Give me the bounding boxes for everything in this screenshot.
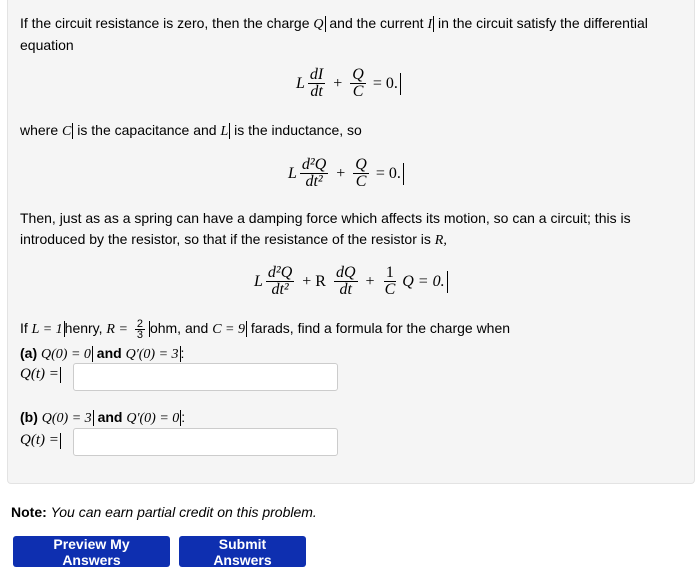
var-capacitance: C bbox=[62, 124, 72, 139]
answer-b-input[interactable] bbox=[73, 428, 338, 456]
given-L: L = 1 bbox=[31, 322, 63, 337]
where-text: is the inductance, so bbox=[234, 122, 362, 138]
preview-answers-button[interactable]: Preview My Answers bbox=[13, 536, 170, 567]
given-text: If bbox=[20, 320, 28, 336]
numerator: 1 bbox=[385, 264, 394, 281]
answer-label-text: Q(t) = bbox=[20, 432, 59, 448]
answer-a-label bbox=[20, 366, 61, 383]
submit-answers-button[interactable]: Submit Answers bbox=[179, 536, 306, 567]
fraction bbox=[383, 265, 398, 298]
intro-text: in the circuit satisfy the differential equation bbox=[20, 15, 648, 53]
then-paragraph bbox=[20, 208, 670, 251]
condition-text: : bbox=[181, 409, 186, 425]
condition: Q′(0) = 0 bbox=[126, 411, 180, 426]
denominator: 3 bbox=[136, 328, 143, 341]
given-R: R = bbox=[106, 322, 128, 337]
var-current: I bbox=[427, 17, 433, 32]
numerator: 2 bbox=[136, 317, 143, 330]
eq-symbol: L bbox=[296, 74, 305, 92]
intro-text: If the circuit resistance is zero, then the charge bbox=[20, 15, 310, 31]
fraction bbox=[300, 157, 328, 190]
condition: Q(0) = 3 bbox=[41, 411, 92, 426]
where-paragraph bbox=[20, 120, 670, 142]
part-b-condition bbox=[20, 407, 670, 429]
where-text: where bbox=[20, 122, 59, 138]
partial-credit-note bbox=[11, 504, 317, 520]
numerator: dQ bbox=[335, 264, 356, 281]
numerator: d²Q bbox=[301, 156, 327, 173]
condition: Q′(0) = 3 bbox=[125, 347, 179, 362]
numerator: Q bbox=[352, 66, 364, 83]
numerator: d²Q bbox=[267, 264, 293, 281]
where-text: is the capacitance and bbox=[77, 122, 217, 138]
equation-rhs: = 0. bbox=[375, 164, 401, 182]
given-paragraph bbox=[20, 318, 670, 340]
fraction bbox=[334, 265, 358, 298]
numerator: Q bbox=[355, 156, 367, 173]
equation-2 bbox=[288, 157, 404, 190]
operator: + R bbox=[302, 272, 326, 290]
intro-paragraph bbox=[20, 13, 670, 56]
note-text: You can earn partial credit on this problem. bbox=[50, 504, 317, 520]
equation-rhs: Q = 0. bbox=[402, 272, 445, 290]
denominator: C bbox=[352, 83, 364, 100]
fraction bbox=[353, 157, 369, 190]
part-label: (a) bbox=[20, 345, 38, 361]
operator: + bbox=[336, 164, 346, 182]
var-charge: Q bbox=[313, 17, 324, 32]
condition-text: and bbox=[96, 345, 122, 361]
eq-symbol: L bbox=[254, 272, 263, 290]
equation-rhs: = 0. bbox=[372, 74, 398, 92]
then-text: Then, just as as a spring can have a damping force which affects its motion, so can a circuit; this is introduced by the resistor, so that if the resistance of the resistor is bbox=[20, 210, 631, 247]
denominator: dt bbox=[310, 83, 323, 100]
answer-b-label bbox=[20, 432, 61, 449]
answer-a-input[interactable] bbox=[73, 363, 338, 391]
denominator: C bbox=[384, 281, 396, 298]
fraction bbox=[350, 67, 366, 100]
given-C: C = 9 bbox=[212, 322, 245, 337]
condition-text: : bbox=[180, 345, 185, 361]
var-resistance: R, bbox=[434, 233, 447, 248]
part-a-condition bbox=[20, 343, 670, 365]
operator: + bbox=[333, 74, 343, 92]
equation-3 bbox=[254, 265, 448, 298]
given-text: farads, find a formula for the charge when bbox=[250, 320, 511, 336]
denominator: C bbox=[355, 173, 367, 190]
denominator: dt² bbox=[271, 281, 289, 298]
fraction bbox=[266, 265, 294, 298]
fraction bbox=[135, 319, 145, 340]
operator: + bbox=[365, 272, 375, 290]
denominator: dt bbox=[339, 281, 352, 298]
var-inductance: L bbox=[220, 124, 229, 139]
given-text: henry, bbox=[64, 320, 103, 336]
part-label: (b) bbox=[20, 409, 38, 425]
eq-symbol: L bbox=[288, 164, 297, 182]
answer-label-text: Q(t) = bbox=[20, 366, 59, 382]
equation-1 bbox=[296, 67, 401, 100]
denominator: dt² bbox=[305, 173, 323, 190]
numerator: dI bbox=[309, 66, 324, 83]
given-text: ohm, and bbox=[149, 320, 209, 336]
intro-text: and the current bbox=[329, 15, 424, 31]
fraction bbox=[308, 67, 325, 100]
condition: Q(0) = 0 bbox=[41, 347, 91, 362]
condition-text: and bbox=[97, 409, 123, 425]
note-label: Note: bbox=[11, 504, 47, 520]
